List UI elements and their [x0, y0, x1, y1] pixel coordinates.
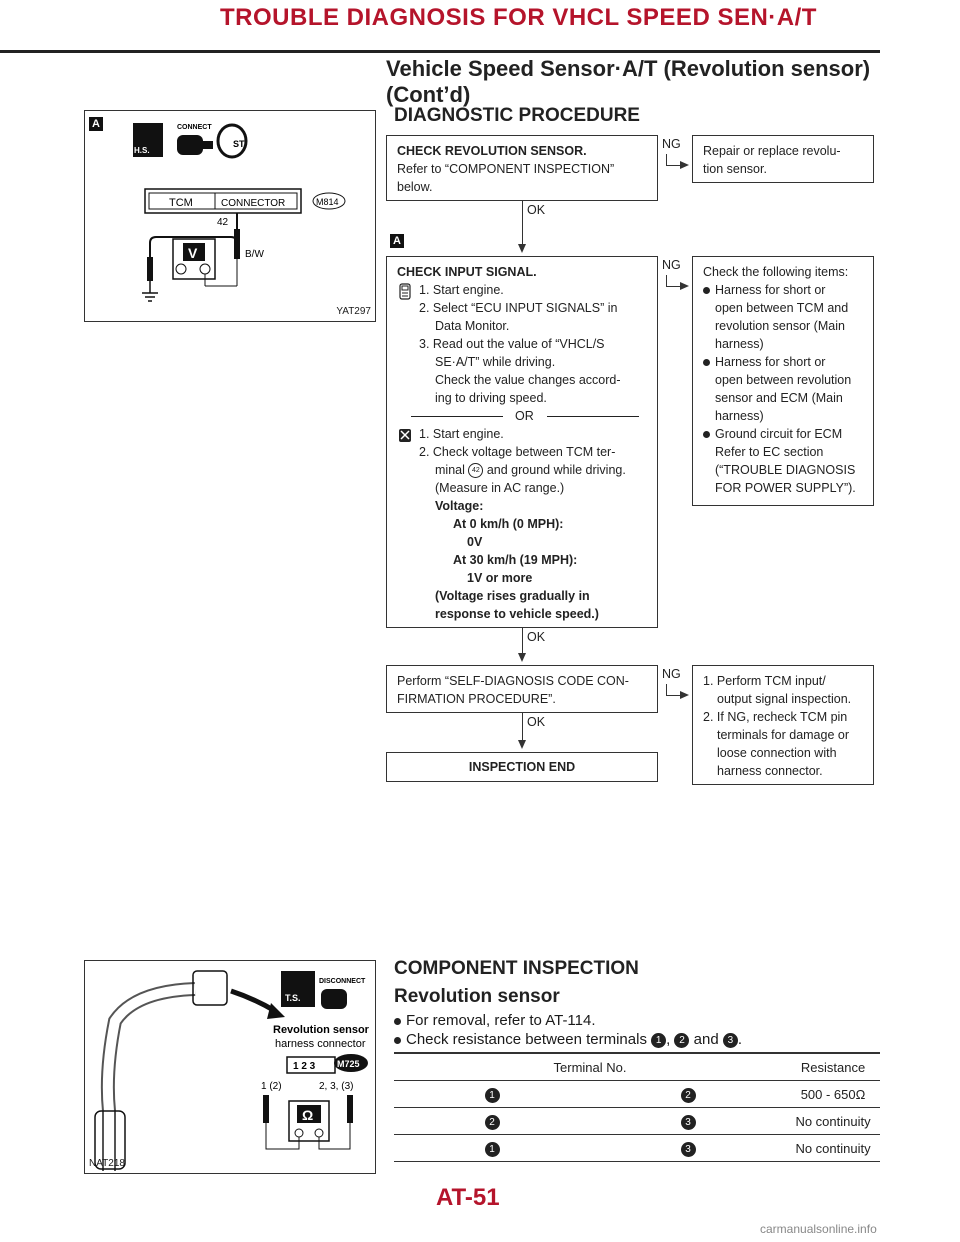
consult-step2-cont: Data Monitor. [435, 319, 510, 333]
step1-ng-action-line1: Repair or replace revolu- [703, 144, 841, 158]
svg-text:M814: M814 [316, 197, 339, 207]
step3-ng-action [692, 665, 874, 785]
svg-text:B/W: B/W [245, 249, 264, 260]
diagnostic-tag-a: A [390, 234, 404, 248]
resistance-table [394, 1052, 880, 1162]
step1-line2: below. [397, 180, 433, 194]
step1-ng-label: NG [662, 137, 681, 151]
terminal-prefix: minal [435, 463, 465, 477]
step1-ng-action-line2: tion sensor. [703, 162, 767, 176]
step2-ok-arrow [518, 653, 526, 662]
plug-icon [177, 135, 203, 155]
step-check-input-signal [386, 256, 658, 628]
svg-text:harness connector: harness connector [275, 1038, 366, 1050]
table-row [394, 1081, 880, 1108]
svg-text:1 2 3: 1 2 3 [293, 1061, 316, 1072]
component-heading: COMPONENT INSPECTION [394, 958, 639, 979]
step2-ng-arrow [680, 282, 689, 290]
multimeter-icon [397, 427, 413, 445]
col-resistance: Resistance [786, 1053, 880, 1081]
step1-ok-label: OK [527, 203, 546, 217]
section-title: TROUBLE DIAGNOSIS FOR VHCL SPEED SEN·A/T [220, 4, 817, 31]
col-terminal-no: Terminal No. [394, 1053, 786, 1081]
header-rule [0, 50, 880, 53]
check-item-1: Harness for short or open between TCM and revolution sensor (Main harness) [703, 281, 863, 353]
step2-ok-line [522, 628, 523, 654]
terminal-3-badge: 3 [723, 1033, 738, 1048]
svg-text:CONNECT: CONNECT [177, 124, 212, 131]
step-self-diagnosis [386, 665, 658, 713]
voltage-condition-2: At 30 km/h (19 MPH): [453, 553, 578, 567]
page-number: AT-51 [436, 1184, 500, 1211]
step1-ok-arrow [518, 244, 526, 253]
subtitle-line-1: Vehicle Speed Sensor·A/T (Revolution sensor) [386, 56, 871, 81]
meter-procedure [397, 425, 647, 623]
voltage-title: Voltage: [435, 499, 484, 513]
meter-step1: 1. Start engine. [419, 427, 504, 441]
step3-line2: FIRMATION PROCEDURE”. [397, 692, 556, 706]
terminal-cell [590, 1135, 786, 1162]
terminal-42-badge: 42 [468, 463, 483, 478]
svg-text:ST: ST [233, 139, 245, 149]
voltage-check-diagram [85, 111, 375, 321]
table-row [394, 1135, 880, 1162]
svg-text:42: 42 [217, 217, 229, 228]
step3-ok-arrow [518, 740, 526, 749]
terminal-cell [394, 1108, 590, 1135]
check-item-3: Ground circuit for ECM Refer to EC section (“TROUBLE DIAGNOSIS FOR POWER SUPPLY”). [703, 425, 863, 497]
diagnostic-heading: DIAGNOSTIC PROCEDURE [394, 105, 640, 126]
svg-text:M725: M725 [337, 1059, 360, 1069]
consult-step3: 3. Read out the value of “VHCL/S [419, 337, 605, 351]
component-bullet-2: Check resistance between terminals 1 , 2 and 3 . [394, 1031, 742, 1048]
unplug-icon [321, 989, 347, 1009]
terminal-cell [590, 1081, 786, 1108]
figure-code: YAT297 [336, 306, 371, 317]
figure-tag-a: A [89, 117, 103, 131]
inspection-end-box [386, 752, 658, 782]
step3-ng-item2-cont: terminals for damage or [717, 728, 850, 742]
step3-ng-label: NG [662, 667, 681, 681]
step2-ng-label: NG [662, 258, 681, 272]
or-divider [397, 407, 647, 425]
step2-ok-label: OK [527, 630, 546, 644]
meter-step2: 2. Check voltage between TCM ter- [419, 445, 616, 459]
terminal-suffix: and ground while driving. [486, 463, 626, 477]
bullet-icon [394, 1037, 401, 1044]
step3-ng-item2: 2. If NG, recheck TCM pin [703, 710, 848, 724]
terminal-cell [590, 1108, 786, 1135]
bullet-icon [394, 1018, 401, 1025]
terminal-badge: 1 [485, 1142, 500, 1157]
resistance-cell: 500 - 650Ω [786, 1081, 880, 1108]
step3-ng-arrow [680, 691, 689, 699]
svg-text:Revolution sensor: Revolution sensor [273, 1024, 369, 1036]
step1-ng-branch [666, 165, 680, 166]
terminal-cell [394, 1135, 590, 1162]
svg-text:H.S.: H.S. [134, 146, 150, 155]
consult-procedure [397, 281, 647, 407]
step3-line1: Perform “SELF-DIAGNOSIS CODE CON- [397, 674, 629, 688]
step2-title: CHECK INPUT SIGNAL. [397, 265, 537, 279]
svg-text:TCM: TCM [169, 197, 193, 209]
svg-text:CONNECTOR: CONNECTOR [221, 198, 286, 209]
page-subtitle [386, 56, 870, 108]
figure-code: NAT218 [89, 1158, 125, 1169]
step3-ok-line [522, 713, 523, 740]
component-subheading: Revolution sensor [394, 986, 560, 1007]
terminal-badge: 3 [681, 1115, 696, 1130]
table-row [394, 1108, 880, 1135]
step1-line1: Refer to “COMPONENT INSPECTION” [397, 162, 615, 176]
check-item-2: Harness for short or open between revolution sensor and ECM (Main harness) [703, 353, 863, 425]
meter-step2-cont [397, 461, 647, 479]
revolution-sensor-figure [84, 960, 376, 1174]
step1-ng-action [692, 135, 874, 183]
svg-text:DISCONNECT: DISCONNECT [319, 978, 366, 985]
terminal-badge: 2 [485, 1115, 500, 1130]
component-bullet-1: For removal, refer to AT-114. [394, 1012, 596, 1029]
terminal-badge: 1 [485, 1088, 500, 1103]
meter-step2-range: (Measure in AC range.) [435, 481, 565, 495]
consult-step1: 1. Start engine. [419, 283, 504, 297]
svg-text:V: V [188, 245, 198, 261]
subtitle-line-2: (Cont’d) [386, 82, 471, 107]
watermark: carmanualsonline.info [760, 1222, 877, 1236]
step2-ng-action [692, 256, 874, 506]
voltage-value-2: 1V or more [467, 571, 533, 585]
revolution-sensor-diagram [85, 961, 375, 1173]
step3-ng-branch [666, 695, 680, 696]
consult-step3-note: Check the value changes accord- [435, 373, 621, 387]
voltage-note-cont: response to vehicle speed.) [435, 607, 599, 621]
inspection-end-label: INSPECTION END [468, 760, 576, 774]
voltage-note: (Voltage rises gradually in [435, 589, 590, 603]
svg-text:2, 3, (3): 2, 3, (3) [319, 1081, 354, 1092]
check-items-title: Check the following items: [703, 265, 849, 279]
voltage-value-1: 0V [467, 535, 483, 549]
step1-ok-line [522, 201, 523, 245]
consult-step3-cont: SE·A/T” while driving. [435, 355, 556, 369]
terminal-badge: 3 [681, 1142, 696, 1157]
step3-ng-item1-cont: output signal inspection. [717, 692, 852, 706]
step-check-revolution-sensor [386, 135, 658, 201]
step3-ok-label: OK [527, 715, 546, 729]
resistance-cell: No continuity [786, 1135, 880, 1162]
voltage-check-figure [84, 110, 376, 322]
table-header-row [394, 1053, 880, 1081]
terminal-cell [394, 1081, 590, 1108]
or-label: OR [515, 409, 534, 423]
step3-ng-item2-cont3: harness connector. [717, 764, 823, 778]
sensor-connector [193, 971, 227, 1005]
terminal-badge: 2 [681, 1088, 696, 1103]
step2-ng-branch [666, 286, 680, 287]
voltage-condition-1: At 0 km/h (0 MPH): [453, 517, 564, 531]
svg-text:Ω: Ω [302, 1107, 314, 1123]
step1-ng-arrow [680, 161, 689, 169]
consult-tool-icon [397, 283, 413, 301]
consult-step3-note-cont: ing to driving speed. [435, 391, 547, 405]
consult-step2: 2. Select “ECU INPUT SIGNALS” in [419, 301, 618, 315]
step1-title: CHECK REVOLUTION SENSOR. [397, 144, 587, 158]
step3-ng-item2-cont2: loose connection with [717, 746, 837, 760]
terminal-1-badge: 1 [651, 1033, 666, 1048]
svg-text:T.S.: T.S. [285, 993, 301, 1003]
svg-text:1 (2): 1 (2) [261, 1081, 282, 1092]
resistance-cell: No continuity [786, 1108, 880, 1135]
terminal-2-badge: 2 [674, 1033, 689, 1048]
step3-ng-item1: 1. Perform TCM input/ [703, 674, 826, 688]
